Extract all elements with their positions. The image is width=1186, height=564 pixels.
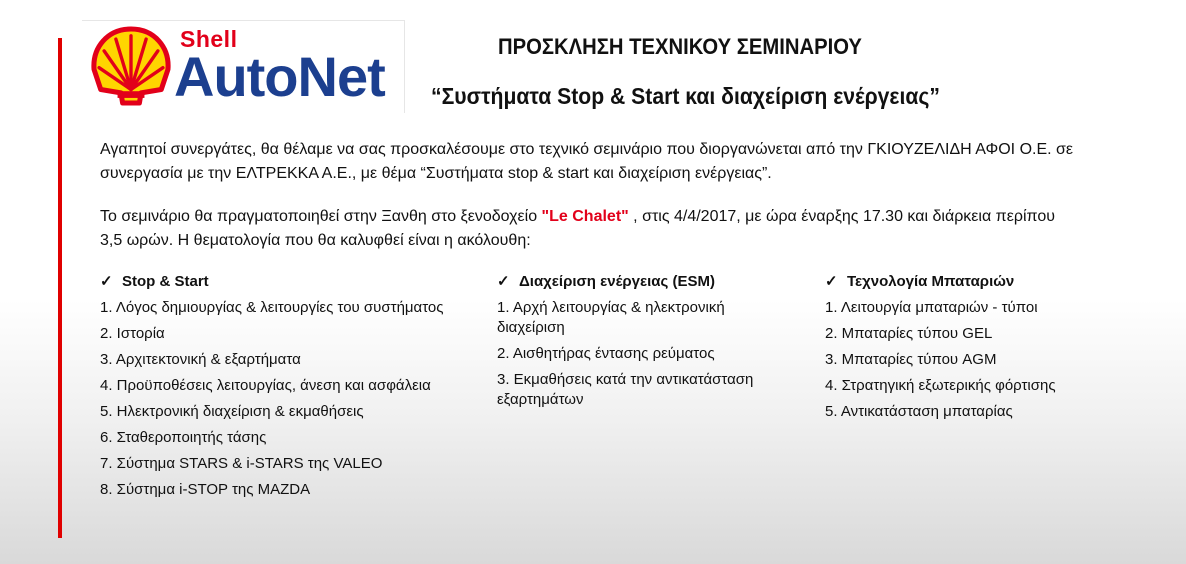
list-item: 3. Αρχιτεκτονική & εξαρτήματα [100,351,301,368]
venue-name: "Le Chalet" [541,208,629,225]
page-title: ΠΡΟΣΚΛΗΣΗ ΤΕΧΝΙΚΟΥ ΣΕΜΙΝΑΡΙΟΥ [498,34,862,59]
list-item: 2. Ιστορία [100,325,165,342]
list-item: 5. Αντικατάσταση μπαταρίας [825,403,1013,420]
shell-pecten-icon [88,24,174,108]
list-item: 6. Σταθεροποιητής τάσης [100,429,267,446]
list-item: 5. Ηλεκτρονική διαχείριση & εκμαθήσεις [100,403,364,420]
page-subtitle: “Συστήματα Stop & Start και διαχείριση ενέργειας” [431,83,940,109]
column-heading-label: Stop & Start [122,272,209,290]
details-text-before: Το σεμινάριο θα πραγματοποιηθεί στην Ξανθη στο ξενοδοχείο [100,208,542,225]
intro-paragraph: Αγαπητοί συνεργάτες, θα θέλαμε να σας προσκαλέσουμε στο τεχνικό σεμινάριο που διοργανώνεται από την ΓΚΙΟΥΖΕΛΙΔΗ ΑΦΟΙ Ο.Ε. σε συνεργασία με την ΕΛΤΡΕΚΚΑ Α.Ε., με θέμα “Συστήματα stop & start και διαχείριση ενέργειας”. [100,141,1074,182]
topic-column-battery-technology [825,271,1125,428]
list-item: 3. Μπαταρίες τύπου AGM [825,351,997,368]
red-accent-bar [58,38,62,538]
list-item: 4. Προϋποθέσεις λειτουργίας, άνεση και ασφάλεια [100,377,431,394]
list-item: 2. Αισθητήρας έντασης ρεύματος [497,345,715,362]
column-heading [497,271,777,291]
topic-column-stop-start [100,271,470,506]
column-heading [100,271,470,291]
column-heading-label: Τεχνολογία Μπαταριών [847,272,1015,290]
topic-column-energy-management [497,271,777,416]
list-item: 1. Λειτουργία μπαταριών - τύποι [825,299,1038,316]
list-item: 4. Στρατηγική εξωτερικής φόρτισης [825,377,1056,394]
list-item: 8. Σύστημα i-STOP της MAZDA [100,481,311,498]
logo-shell-text: Shell [180,26,238,52]
checkmark-icon: ✓ [497,273,510,290]
checkmark-icon: ✓ [100,273,113,290]
column-heading [825,271,1125,291]
column-heading-label: Διαχείριση ενέργειας (ESM) [519,272,715,290]
list-item: 1. Λόγος δημιουργίας & λειτουργίες του συστήματος [100,299,444,316]
checkmark-icon: ✓ [825,273,838,290]
list-item: 7. Σύστημα STARS & i-STARS της VALEO [100,455,383,472]
list-item: 3. Εκμαθήσεις κατά την αντικατάσταση εξαρτημάτων [497,371,754,408]
logo-autonet-text: AutoNet [174,45,385,108]
details-paragraph [100,205,1080,253]
shell-autonet-logo [82,20,405,113]
list-item: 2. Μπαταρίες τύπου GEL [825,325,993,342]
list-item: 1. Αρχή λειτουργίας & ηλεκτρονική διαχείριση [497,299,725,336]
details-text-after: , στις 4/4/2017, με ώρα έναρξης 17.30 και διάρκεια περίπου 3,5 ωρών. Η θεματολογία που θα καλυφθεί είναι η ακόλουθη: [100,208,1055,249]
